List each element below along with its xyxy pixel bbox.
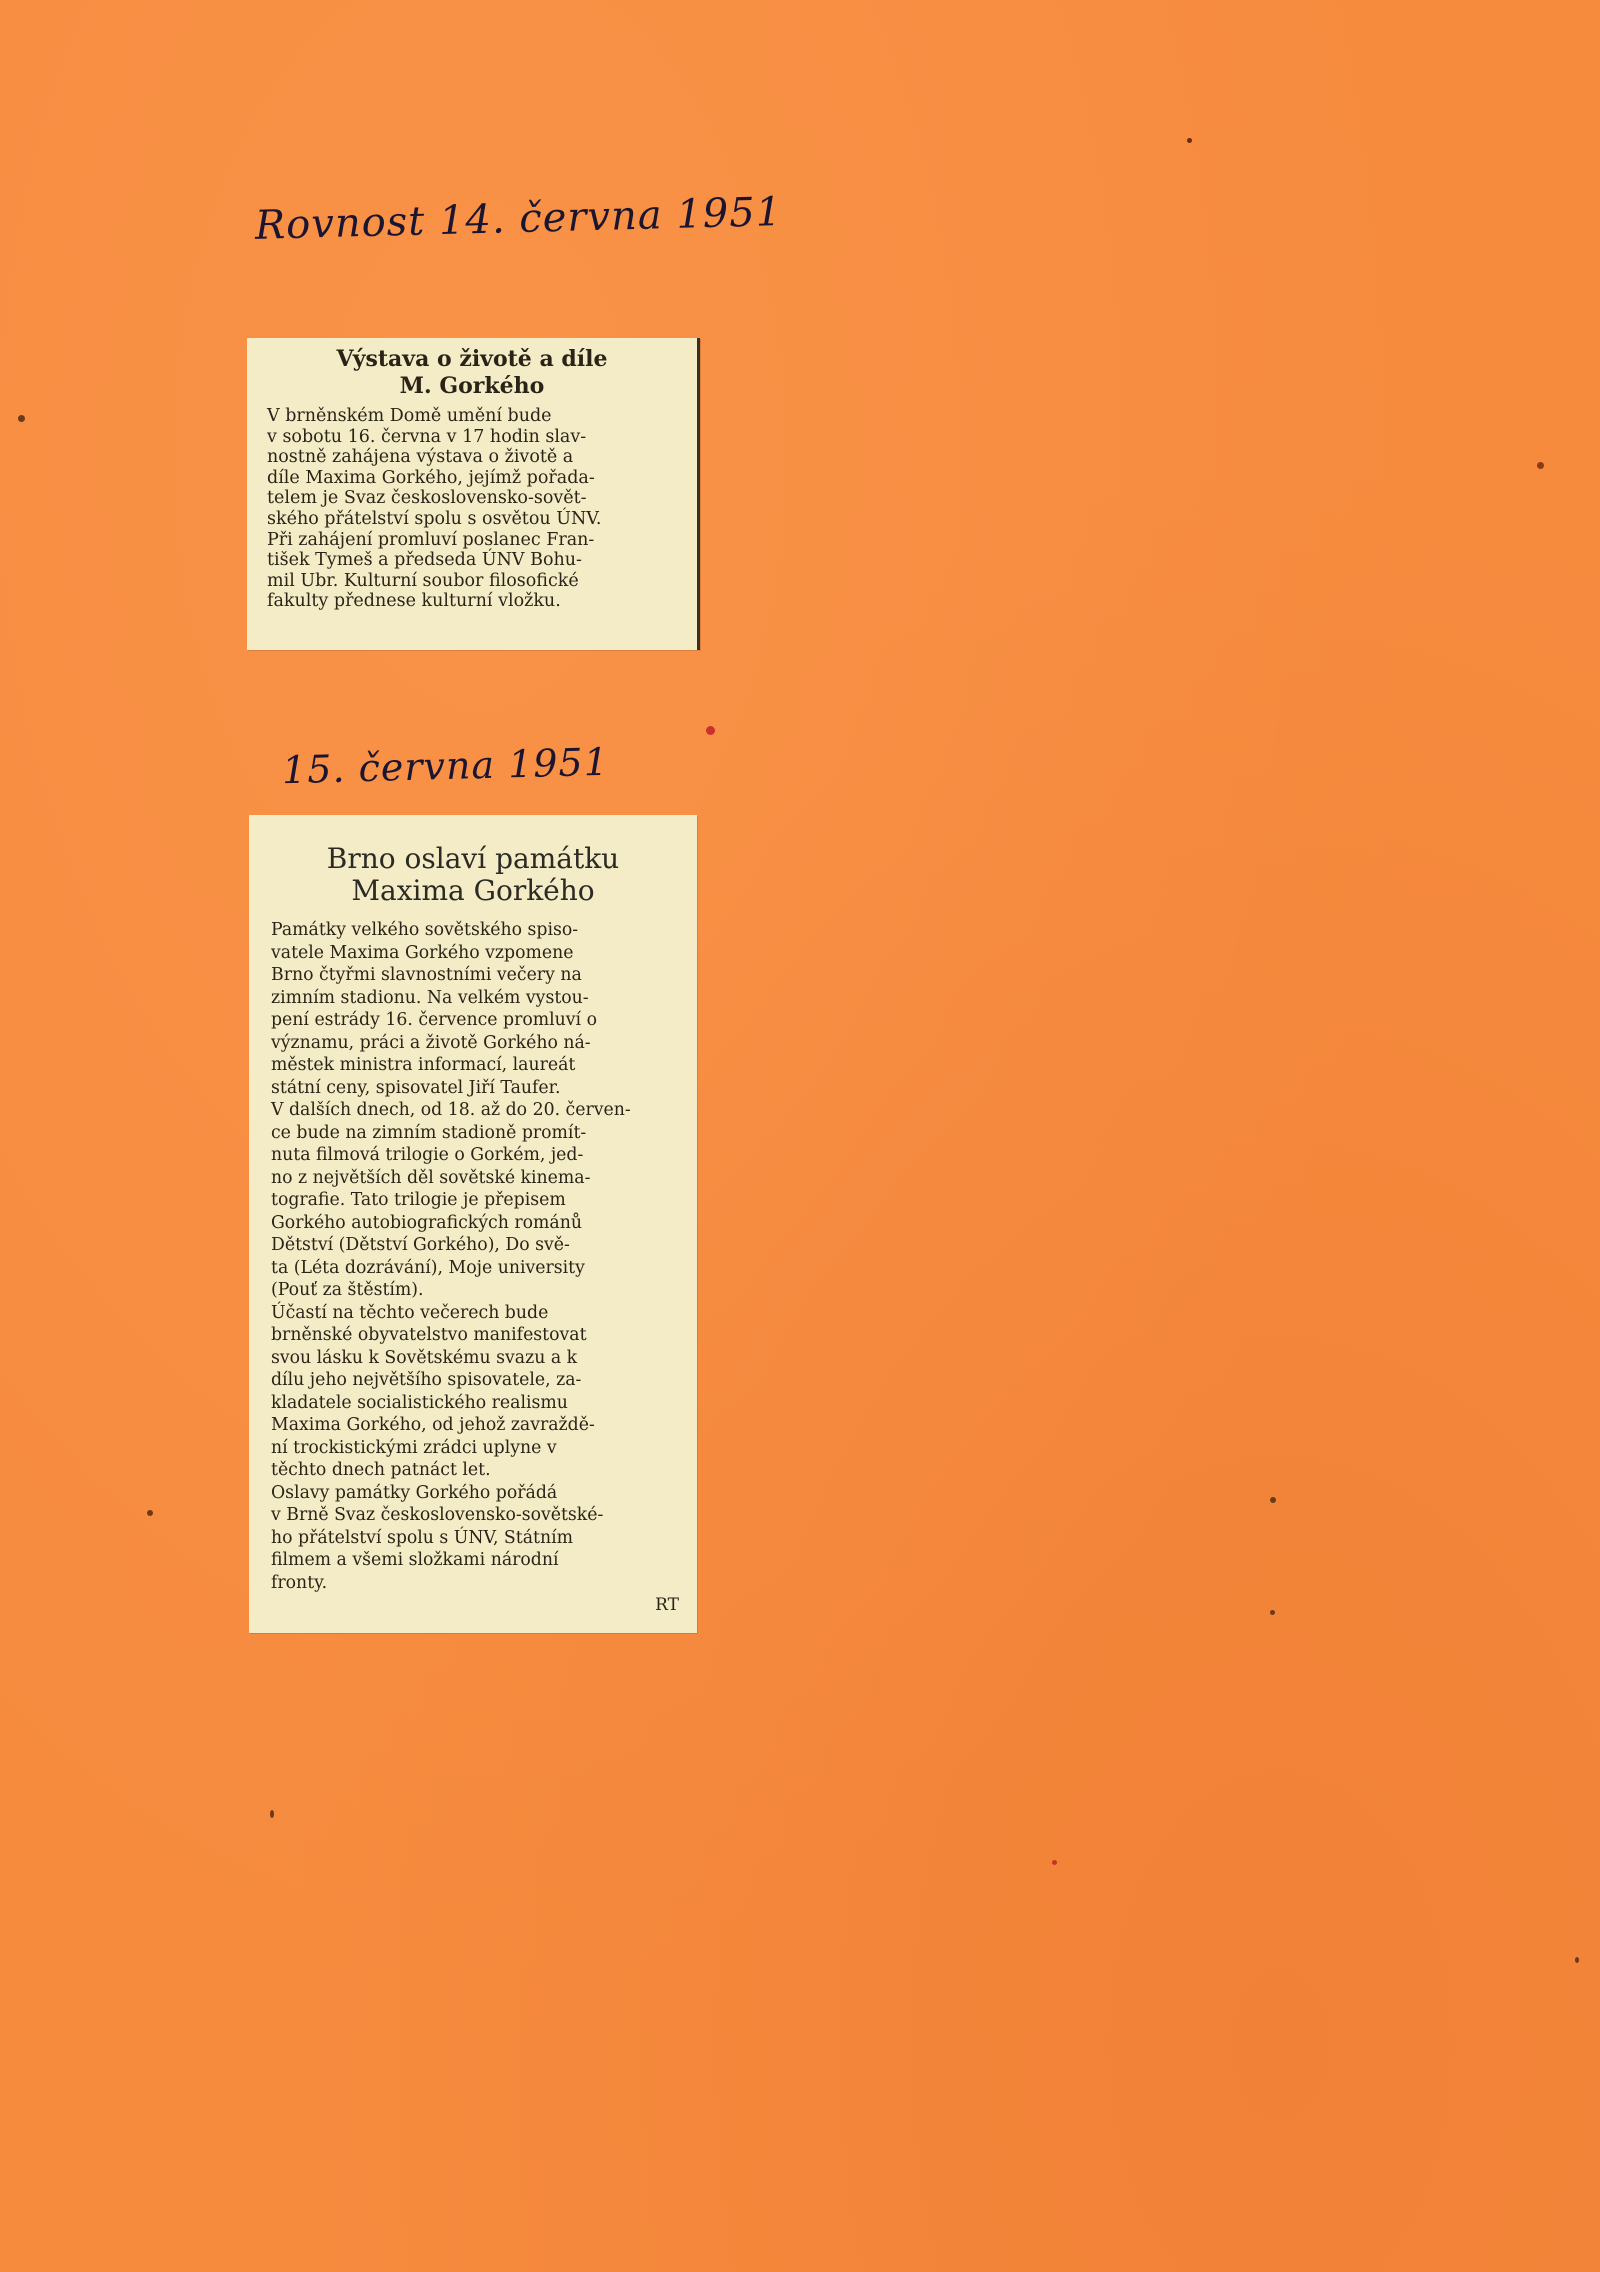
paper-speck: [1052, 1860, 1057, 1865]
paper-speck: [1187, 138, 1192, 143]
paper-speck: [270, 1810, 274, 1818]
headline-line: Maxima Gorkého: [351, 874, 595, 907]
paper-speck: [706, 726, 715, 735]
headline-line: Výstava o životě a díle: [336, 346, 608, 372]
paper-speck: [18, 415, 25, 422]
headline-line: M. Gorkého: [399, 373, 545, 399]
paper-speck: [1575, 1957, 1579, 1963]
clipping-headline: [267, 843, 679, 907]
clipping-body-text: V brněnském Domě umění bude v sobotu 16. června v 17 hodin slav- nostně zahájena výstava o životě a díle Maxima Gorkého, jejímž pořada- telem je Svaz československo-sovět- ského přátelství spolu s osvětou ÚNV. Při zahájení promluví poslanec Fran- tišek Tymeš a předseda ÚNV Bohu- mil Ubr. Kulturní soubor filosofické fakulty přednese kulturní vložku.: [267, 406, 602, 612]
clipping-headline: [267, 346, 677, 400]
paper-speck: [1270, 1610, 1275, 1615]
clipping-body-text: Památky velkého sovětského spiso- vatele Maxima Gorkého vzpomene Brno čtyřmi slavnostními večery na zimním stadionu. Na velkém vystou- pení estrády 16. července promluví o významu, práci a životě Gorkého ná- městek ministra informací, laureát státní ceny, spisovatel Jiří Taufer. V dalších dnech, od 18. až do 20. červen- ce bude na zimním stadioně promít- nuta filmová trilogie o Gorkém, jed- no z největších děl sovětské kinema- tografie. Tato trilogie je přepisem Gorkého autobiografických románů Dětství (Dětství Gorkého), Do svě- ta (Léta dozrávání), Moje university (Pouť za štěstím). Účastí na těchto večerech bude brněnské obyvatelstvo manifestovat svou lásku k Sovětskému svazu a k dílu jeho největšího spisovatele, za- kladatele socialistického realismu Maxima Gorkého, od jehož zavraždě- ní trockistickými zrádci uplyne v těchto dnech patnáct let. Oslavy památky Gorkého pořádá v Brně Svaz československo-sovětské- ho přátelství spolu s ÚNV, Státním filmem a všemi složkami národní fronty.: [271, 920, 631, 1593]
handwritten-date-note: 15. června 1951: [281, 739, 610, 793]
author-initials: RT: [655, 1595, 679, 1615]
paper-speck: [147, 1510, 153, 1516]
paper-speck: [1537, 462, 1544, 469]
newspaper-clipping-commemoration: [249, 815, 697, 1633]
headline-line: Brno oslaví památku: [326, 842, 620, 875]
handwritten-date-note: Rovnost 14. června 1951: [254, 189, 783, 249]
paper-speck: [1270, 1497, 1276, 1503]
newspaper-clipping-exhibition: [247, 338, 700, 650]
faint-bleed-through: [1098, 15, 1521, 104]
